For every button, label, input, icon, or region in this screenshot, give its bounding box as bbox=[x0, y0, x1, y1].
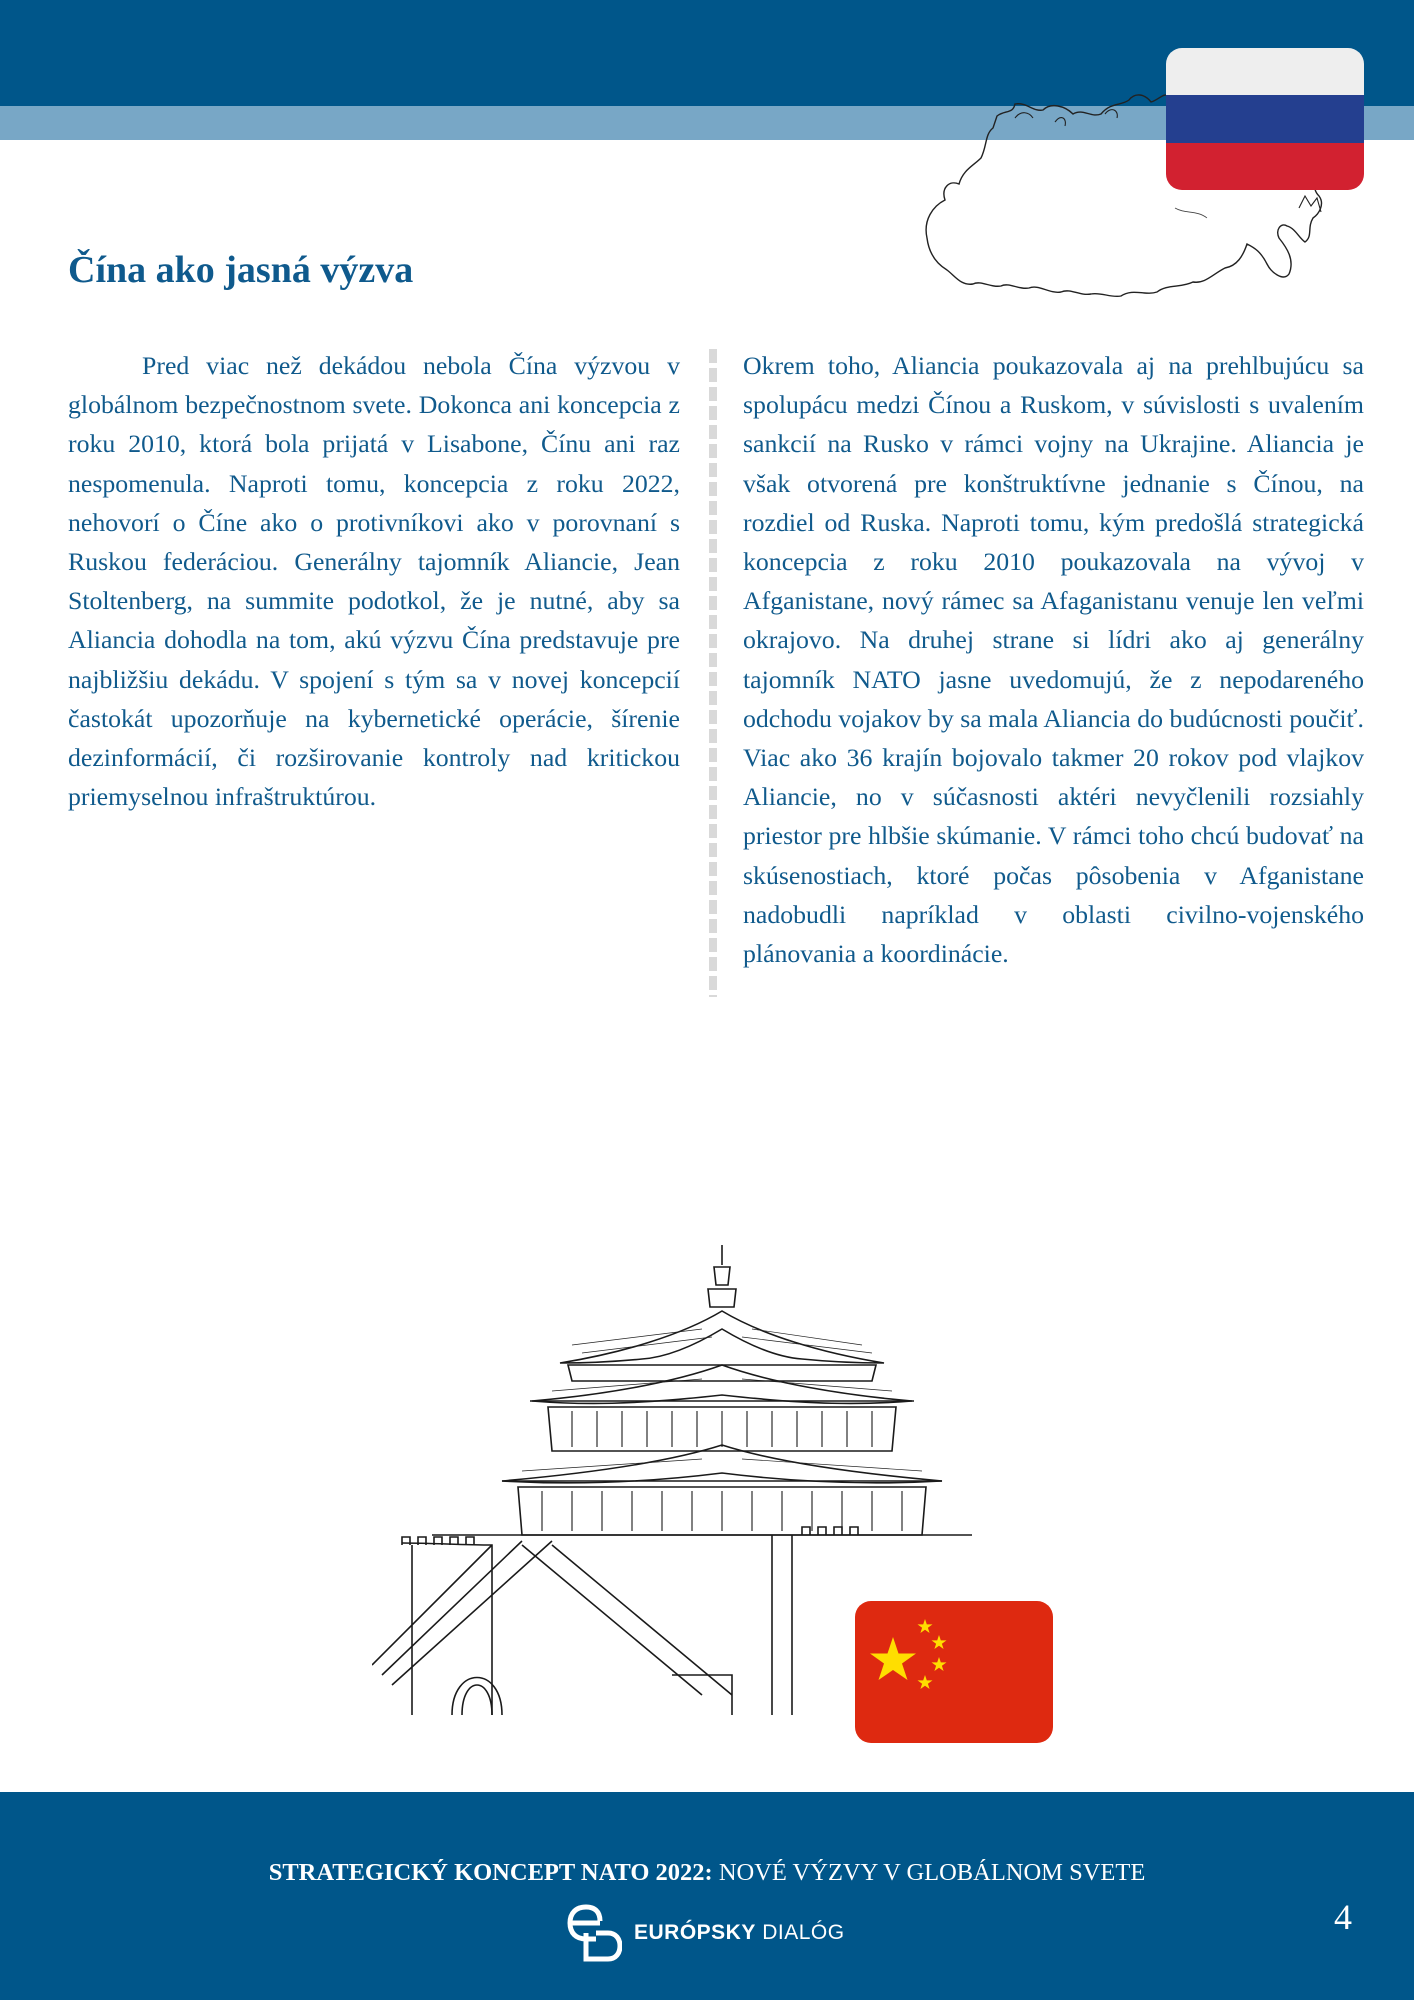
footer-title-rest: NOVÉ VÝZVY V GLOBÁLNOM SVETE bbox=[712, 1859, 1146, 1886]
column-divider bbox=[709, 349, 717, 997]
europsky-dialog-logo bbox=[566, 1903, 866, 1963]
body-column-right: Okrem toho, Aliancia poukazovala aj na prehlbujúcu sa spolupácu medzi Čínou a Ruskom, v súvislosti s uvalením sankcií na Rusko v rámci vojny na Ukrajine. Aliancia je však otvorená pre konštruktívne jednanie s Čínou, na rozdiel od Ruska. Naproti tomu, kým predošlá strategická koncepcia z roku 2010 poukazovala na vývoj v Afganistane, nový rámec sa Afaganistanu venuje len veľmi okrajovo. Na druhej strane si lídri ako aj generálny tajomník NATO jasne uvedomujú, že z nepodareného odchodu vojakov by sa mala Aliancia do budúcnosti poučiť. Viac ako 36 krajín bojovalo takmer 20 rokov pod vlajkov Aliancie, no v súčasnosti aktéri nevyčlenili rozsiahly priestor pre hlbšie skúmanie. V rámci toho chcú budovať na skúsenostiach, ktoré počas pôsobenia v Afganistane nadobudli napríklad v oblasti civilno-vojenského plánovania a koordinácie. bbox=[743, 351, 1364, 969]
logo-text bbox=[634, 1921, 845, 1945]
footer-band bbox=[0, 1792, 1414, 2000]
footer-title-bold: STRATEGICKÝ KONCEPT NATO 2022: bbox=[268, 1859, 713, 1886]
china-flag bbox=[855, 1601, 1053, 1743]
page-title: Čína ako jasná výzva bbox=[68, 249, 414, 291]
body-column-left: Pred viac než dekádou nebola Čína výzvou v globálnom bezpečnostnom svete. Dokonca ani koncepcia z roku 2010, ktorá bola prijatá v Lisabone, Čínu ani raz nespomenula. Naproti tomu, koncepcia z roku 2022, nehovorí o Číne ako o protivníkovi ako v porovnaní s Ruskou federáciou. Generálny tajomník Aliancie, Jean Stoltenberg, na summite podotkol, že je nutné, aby sa Aliancia dohodla na tom, akú výzvu Čína predstavuje pre najbližšiu dekádu. V spojení s tým sa v novej koncepcií častokát upozorňuje na kybernetické operácie, šírenie dezinformácií, či rozširovanie kontroly nad kritickou priemyselnou infraštruktúrou. bbox=[68, 351, 680, 812]
russia-flag bbox=[1166, 48, 1364, 190]
logo-text-rest: DIALÓG bbox=[755, 1921, 845, 1944]
footer-title bbox=[0, 1859, 1414, 1887]
logo-text-bold: EURÓPSKY bbox=[634, 1921, 756, 1944]
page-number: 4 bbox=[1334, 1897, 1352, 1937]
logo-mark-icon bbox=[566, 1903, 622, 1963]
